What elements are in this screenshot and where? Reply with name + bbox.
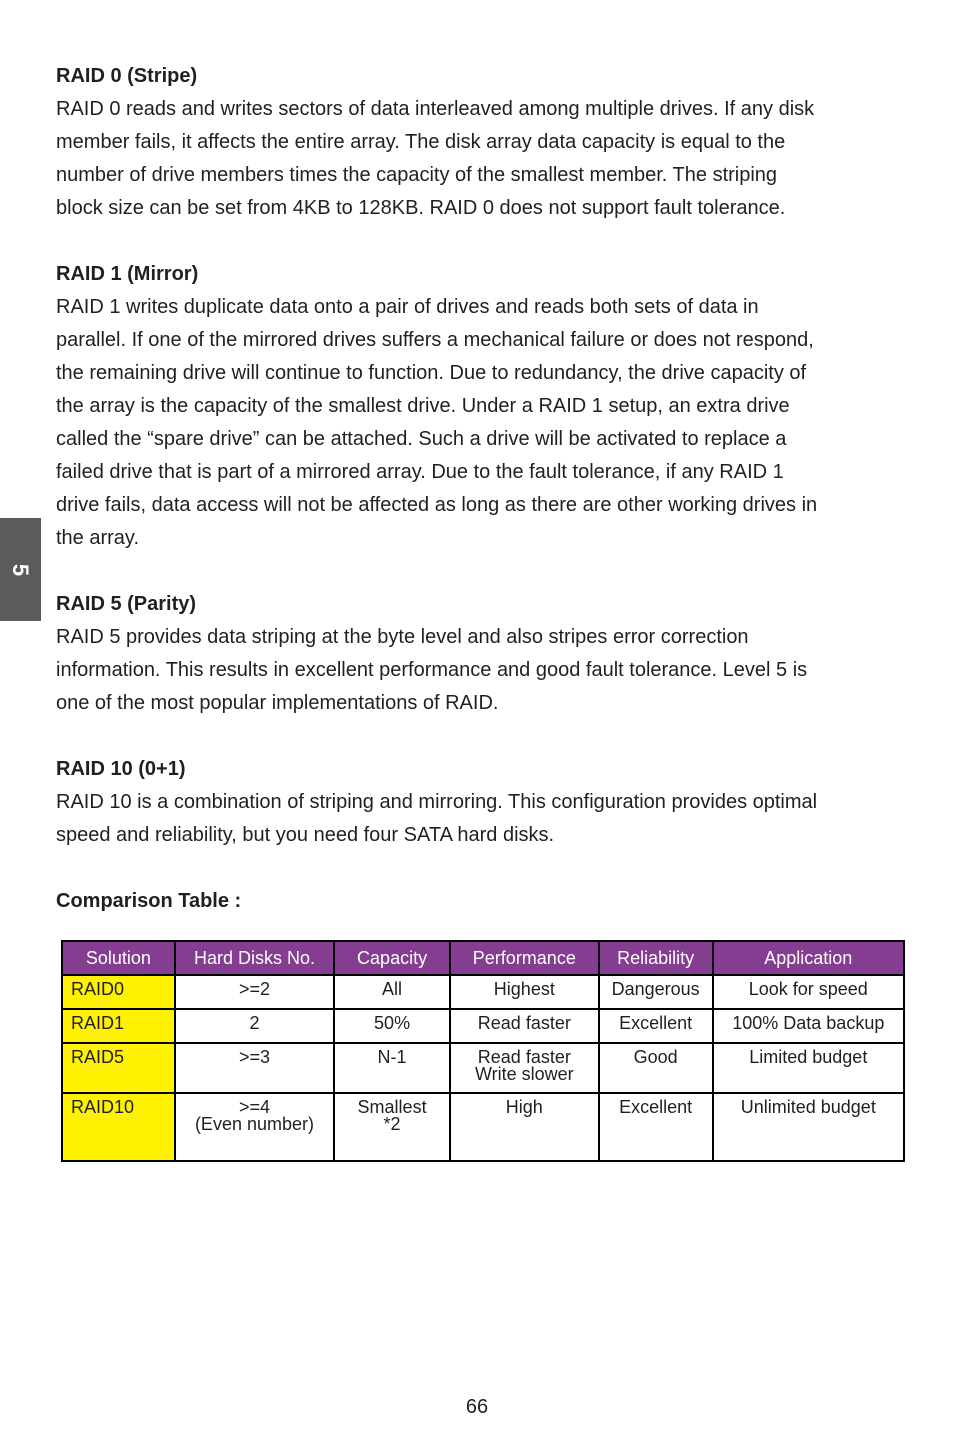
- cell-text: N-1: [377, 1047, 407, 1067]
- cell-application: [713, 1093, 904, 1161]
- cell-text: All: [382, 979, 403, 999]
- comparison-table-title: Comparison Table :: [56, 890, 242, 912]
- cell-text: Read faster: [477, 1047, 571, 1067]
- header-performance: Performance: [450, 941, 599, 975]
- cell-hard-disks: [175, 1043, 334, 1093]
- section-body: [56, 93, 906, 225]
- body-line: speed and reliability, but you need four SATA hard disks.: [56, 824, 555, 846]
- cell-text: >=4: [238, 1097, 270, 1117]
- cell-text: High: [505, 1097, 543, 1117]
- comparison-table: [61, 940, 905, 1162]
- body-line: member fails, it affects the entire array. The disk array data capacity is equal to the: [56, 131, 786, 153]
- cell-hard-disks: [175, 1093, 334, 1161]
- cell-text: Write slower: [474, 1064, 574, 1084]
- cell-text: Good: [633, 1047, 678, 1067]
- cell-reliability: [599, 1093, 713, 1161]
- body-line: number of drive members times the capacity of the smallest member. The striping: [56, 164, 778, 186]
- table-row: [62, 1043, 904, 1093]
- cell-solution: [62, 1009, 175, 1043]
- header-capacity: Capacity: [334, 941, 450, 975]
- section-heading: RAID 1 (Mirror): [56, 263, 199, 285]
- body-line: the remaining drive will continue to function. Due to redundancy, the drive capacity of: [56, 362, 807, 384]
- cell-text: >=3: [238, 1047, 270, 1067]
- table-header-row: [62, 941, 904, 975]
- cell-text: >=2: [238, 979, 270, 999]
- cell-text: Look for speed: [748, 979, 868, 999]
- table-row: [62, 1009, 904, 1043]
- chapter-tab-number: 5: [8, 563, 34, 576]
- body-line: called the “spare drive” can be attached. Such a drive will be activated to replace a: [56, 428, 787, 450]
- cell-performance: [450, 975, 599, 1009]
- cell-text: Read faster: [477, 1013, 571, 1033]
- cell-text: Excellent: [619, 1097, 693, 1117]
- cell-solution: [62, 1043, 175, 1093]
- cell-capacity: [334, 975, 450, 1009]
- section-heading: RAID 10 (0+1): [56, 758, 186, 780]
- cell-reliability: [599, 975, 713, 1009]
- header-hard-disks: Hard Disks No.: [175, 941, 334, 975]
- section-heading: RAID 5 (Parity): [56, 593, 197, 615]
- cell-performance: [450, 1093, 599, 1161]
- section-raid0: [56, 60, 906, 225]
- cell-reliability: [599, 1043, 713, 1093]
- cell-text: RAID1: [71, 1013, 125, 1033]
- chapter-tab: [0, 518, 41, 621]
- body-line: RAID 1 writes duplicate data onto a pair of drives and reads both sets of data in: [56, 296, 759, 318]
- cell-text: Excellent: [619, 1013, 693, 1033]
- section-raid10: [56, 753, 906, 852]
- cell-application: [713, 975, 904, 1009]
- cell-text: Unlimited budget: [740, 1097, 876, 1117]
- body-line: RAID 10 is a combination of striping and mirroring. This configuration provides optimal: [56, 791, 818, 813]
- cell-hard-disks: [175, 975, 334, 1009]
- cell-text: 100% Data backup: [732, 1013, 885, 1033]
- cell-reliability: [599, 1009, 713, 1043]
- cell-performance: [450, 1043, 599, 1093]
- body-line: information. This results in excellent performance and good fault tolerance. Level 5 is: [56, 659, 808, 681]
- cell-application: [713, 1043, 904, 1093]
- body-line: RAID 0 reads and writes sectors of data interleaved among multiple drives. If any disk: [56, 98, 815, 120]
- table-row: [62, 975, 904, 1009]
- body-line: one of the most popular implementations of RAID.: [56, 692, 499, 714]
- header-solution: Solution: [62, 941, 175, 975]
- cell-text: Smallest: [357, 1097, 427, 1117]
- body-line: the array is the capacity of the smallest drive. Under a RAID 1 setup, an extra drive: [56, 395, 790, 417]
- cell-solution: [62, 975, 175, 1009]
- cell-text: RAID10: [71, 1097, 135, 1117]
- cell-text: 2: [249, 1013, 260, 1033]
- page-content: [56, 60, 906, 918]
- body-line: block size can be set from 4KB to 128KB. RAID 0 does not support fault tolerance.: [56, 197, 786, 219]
- body-line: the array.: [56, 527, 139, 549]
- cell-text: RAID0: [71, 979, 125, 999]
- cell-text: RAID5: [71, 1047, 125, 1067]
- cell-capacity: [334, 1043, 450, 1093]
- cell-capacity: [334, 1093, 450, 1161]
- cell-solution: [62, 1093, 175, 1161]
- body-line: parallel. If one of the mirrored drives suffers a mechanical failure or does not respond,: [56, 329, 814, 351]
- section-raid1: [56, 258, 906, 555]
- cell-application: [713, 1009, 904, 1043]
- cell-text: Dangerous: [611, 979, 700, 999]
- section-body: [56, 786, 906, 852]
- cell-capacity: [334, 1009, 450, 1043]
- body-line: drive fails, data access will not be affected as long as there are other working drives in: [56, 494, 818, 516]
- section-raid5: [56, 588, 906, 720]
- cell-text: *2: [383, 1114, 401, 1134]
- section-body: [56, 621, 906, 720]
- header-reliability: Reliability: [599, 941, 713, 975]
- body-line: RAID 5 provides data striping at the byte level and also stripes error correction: [56, 626, 749, 648]
- cell-text: Highest: [493, 979, 555, 999]
- cell-hard-disks: [175, 1009, 334, 1043]
- table-row: [62, 1093, 904, 1161]
- page-number: 66: [465, 1396, 489, 1418]
- cell-text: 50%: [374, 1013, 411, 1033]
- header-application: Application: [713, 941, 904, 975]
- cell-performance: [450, 1009, 599, 1043]
- section-body: [56, 291, 906, 555]
- cell-text: Limited budget: [749, 1047, 868, 1067]
- cell-text: (Even number): [194, 1114, 314, 1134]
- body-line: failed drive that is part of a mirrored array. Due to the fault tolerance, if any RAID 1: [56, 461, 784, 483]
- section-heading: RAID 0 (Stripe): [56, 65, 198, 87]
